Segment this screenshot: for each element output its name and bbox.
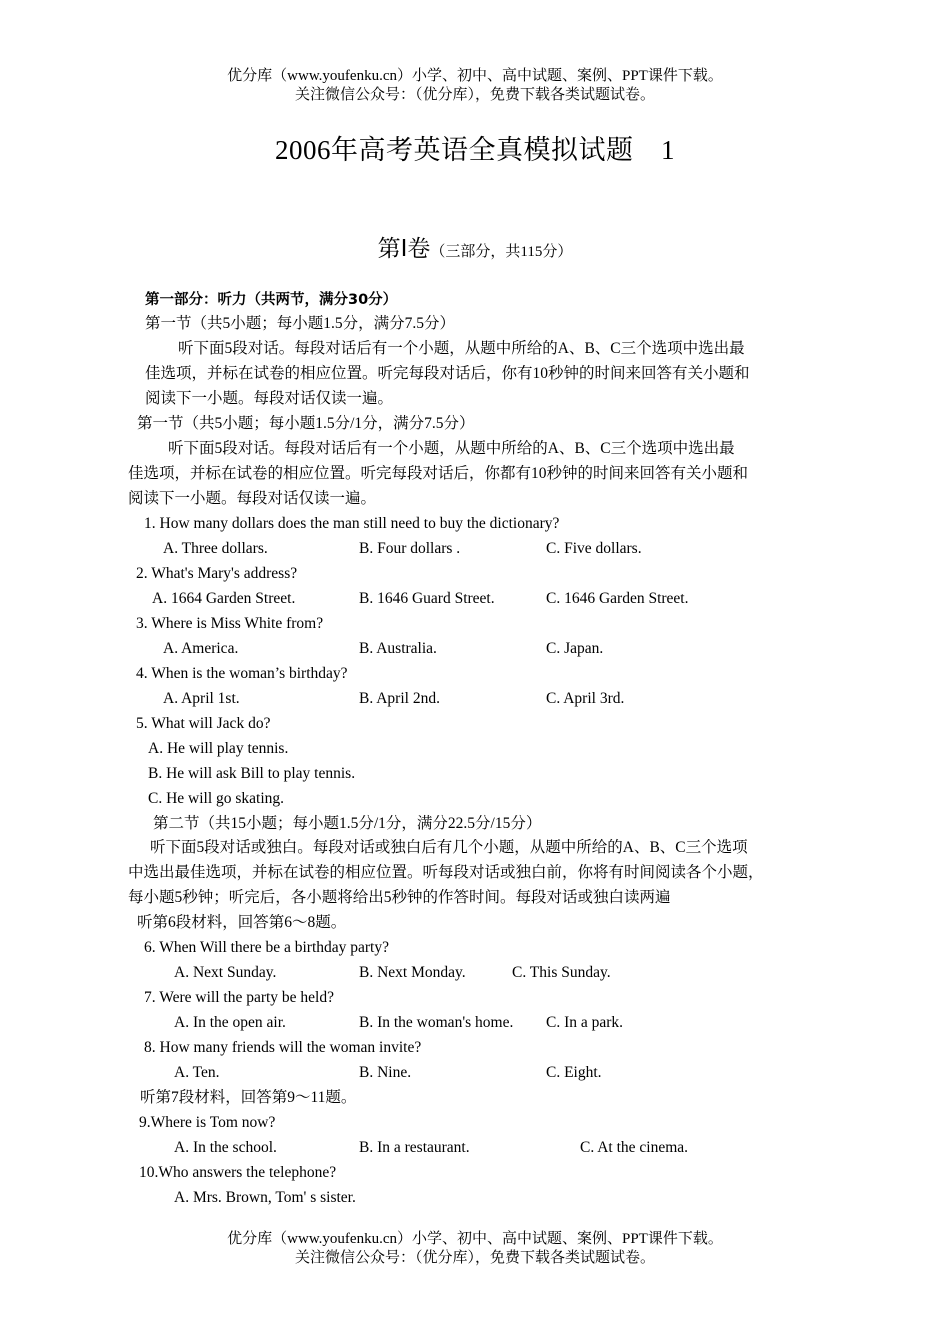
question-6-option-c: C. This Sunday.: [512, 964, 611, 981]
question-8-option-a: A. Ten.: [174, 1064, 220, 1081]
question-2-option-c: C. 1646 Garden Street.: [546, 590, 689, 607]
question-8: 8. How many friends will the woman invite?: [144, 1039, 422, 1056]
section1b-instruction-2: 佳选项，并标在试卷的相应位置。听完每段对话后，你都有10秒钟的时间来回答有关小题和: [128, 465, 749, 482]
question-3: 3. Where is Miss White from?: [136, 615, 324, 632]
footer-line-1: 优分库（www.youfenku.cn）小学、初中、高中试题、案例、PPT课件下载。: [227, 1231, 723, 1247]
volume-heading: [0, 235, 950, 266]
question-2-option-b: B. 1646 Guard Street.: [359, 590, 495, 607]
question-5-option-a: A. He will play tennis.: [148, 740, 289, 757]
question-9-option-b: B. In a restaurant.: [359, 1139, 470, 1156]
question-9-option-a: A. In the school.: [174, 1139, 277, 1156]
question-2-option-a: A. 1664 Garden Street.: [152, 590, 296, 607]
question-7-option-b: B. In the woman's home.: [359, 1014, 514, 1031]
section1a-instruction-2: 佳选项，并标在试卷的相应位置。听完每段对话后，你有10秒钟的时间来回答有关小题和: [145, 365, 750, 382]
material-7-note: 听第7段材料，回答第9～11题。: [140, 1089, 357, 1106]
section1b-instruction-1: 听下面5段对话。每段对话后有一个小题，从题中所给的A、B、C三个选项中选出最: [168, 440, 735, 457]
section2-heading: 第二节（共15小题；每小题1.5分/1分，满分22.5分/15分）: [153, 815, 542, 832]
question-8-option-b: B. Nine.: [359, 1064, 412, 1081]
volume-note: （三部分，共115分）: [430, 244, 573, 260]
header-line-1: 优分库（www.youfenku.cn）小学、初中、高中试题、案例、PPT课件下载。: [227, 68, 723, 84]
volume-label: 第Ⅰ卷: [377, 236, 431, 262]
question-3-option-b: B. Australia.: [359, 640, 437, 657]
section2-instruction-1: 听下面5段对话或独白。每段对话或独白后有几个小题，从题中所给的A、B、C三个选项: [150, 839, 748, 856]
question-6: 6. When Will there be a birthday party?: [144, 939, 389, 956]
section1b-heading: 第一节（共5小题；每小题1.5分/1分，满分7.5分）: [137, 415, 475, 432]
question-1-option-a: A. Three dollars.: [163, 540, 268, 557]
question-6-option-b: B. Next Monday.: [359, 964, 466, 981]
question-9-option-c: C. At the cinema.: [580, 1139, 689, 1156]
page-title: 2006年高考英语全真模拟试题 1: [275, 135, 675, 165]
question-5-option-c: C. He will go skating.: [148, 790, 285, 807]
section1a-instruction-3: 阅读下一小题。每段对话仅读一遍。: [145, 390, 394, 407]
header-line-2: 关注微信公众号：（优分库），免费下载各类试题试卷。: [294, 87, 655, 103]
question-4: 4. When is the woman’s birthday?: [136, 665, 348, 682]
question-6-option-a: A. Next Sunday.: [174, 964, 277, 981]
question-1: 1. How many dollars does the man still need to buy the dictionary?: [144, 515, 560, 532]
question-1-option-c: C. Five dollars.: [546, 540, 642, 557]
question-3-option-c: C. Japan.: [546, 640, 604, 657]
section1a-instruction-1: 听下面5段对话。每段对话后有一个小题，从题中所给的A、B、C三个选项中选出最: [178, 340, 745, 357]
part1-heading: 第一部分：听力（共两节，满分30分）: [145, 292, 398, 308]
question-4-option-a: A. April 1st.: [163, 690, 240, 707]
section1b-instruction-3: 阅读下一小题。每段对话仅读一遍。: [128, 490, 377, 507]
footer-line-2: 关注微信公众号：（优分库），免费下载各类试题试卷。: [294, 1250, 655, 1266]
question-1-option-b: B. Four dollars .: [359, 540, 461, 557]
question-5: 5. What will Jack do?: [136, 715, 271, 732]
section2-instruction-3: 每小题5秒钟；听完后，各小题将给出5秒钟的作答时间。每段对话或独白读两遍: [128, 889, 671, 906]
question-7: 7. Were will the party be held?: [144, 989, 334, 1006]
question-4-option-b: B. April 2nd.: [359, 690, 440, 707]
question-4-option-c: C. April 3rd.: [546, 690, 625, 707]
question-9: 9.Where is Tom now?: [139, 1114, 276, 1131]
material-6-note: 听第6段材料，回答第6～8题。: [137, 914, 347, 931]
question-7-option-c: C. In a park.: [546, 1014, 624, 1031]
section1a-heading: 第一节（共5小题；每小题1.5分，满分7.5分）: [145, 315, 456, 332]
question-5-option-b: B. He will ask Bill to play tennis.: [148, 765, 356, 782]
question-10-option-a: A. Mrs. Brown, Tom' s sister.: [174, 1189, 356, 1206]
question-2: 2. What's Mary's address?: [136, 565, 298, 582]
question-8-option-c: C. Eight.: [546, 1064, 602, 1081]
question-7-option-a: A. In the open air.: [174, 1014, 286, 1031]
question-3-option-a: A. America.: [163, 640, 239, 657]
question-10: 10.Who answers the telephone?: [139, 1164, 337, 1181]
section2-instruction-2: 中选出最佳选项，并标在试卷的相应位置。听每段对话或独白前，你将有时间阅读各个小题，: [128, 864, 764, 881]
